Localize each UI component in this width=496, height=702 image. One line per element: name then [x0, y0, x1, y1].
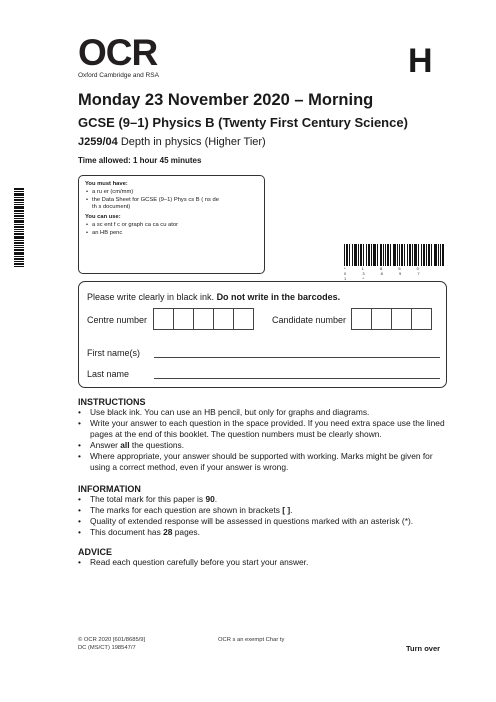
candidate-number-cell[interactable] [351, 308, 372, 330]
candidate-instruction-text: Please write clearly in black ink. [87, 292, 217, 302]
advice-item: • Read each question carefully before you start your answer. [78, 557, 448, 568]
can-use-title: You can use: [85, 214, 121, 221]
centre-number-cell[interactable] [193, 308, 214, 330]
footer-copyright: © OCR 2020 [601/8685/9] [78, 637, 146, 643]
candidate-number-input[interactable] [352, 308, 432, 330]
can-use-item: • an HB penc [92, 230, 258, 238]
ocr-logo-subtitle: Oxford Cambridge and RSA [78, 72, 159, 79]
footer-dc-code: DC (MS/CT) 198547/7 [78, 645, 136, 651]
information-item: • The total mark for this paper is 90. [78, 494, 448, 505]
last-name-label: Last name [87, 369, 130, 379]
instructions-list [78, 407, 448, 473]
time-allowed: Time allowed: 1 hour 45 minutes [78, 156, 202, 165]
ocr-logo: OCR [78, 32, 158, 73]
centre-number-cell[interactable] [233, 308, 254, 330]
barcode-digits: * 1 8 5 0 0 3 8 9 7 1 * [344, 266, 428, 281]
centre-number-label: Centre number [87, 315, 148, 325]
candidate-instruction-bold: Do not write in the barcodes. [216, 292, 341, 302]
turn-over-label: Turn over [406, 644, 441, 653]
candidate-number-cell[interactable] [371, 308, 392, 330]
centre-number-cell[interactable] [153, 308, 174, 330]
information-list [78, 494, 448, 538]
document-barcode-icon [344, 244, 444, 266]
instruction-item: • Where appropriate, your answer should be supported with working. Marks might be given for using a correct method, even if your answer is wrong. [78, 451, 448, 473]
exam-subject: GCSE (9–1) Physics B (Twenty First Century Science) [78, 115, 408, 130]
last-name-field[interactable] [154, 378, 440, 379]
must-have-item: • a ru er (cm/mm) [92, 189, 258, 197]
centre-number-cell[interactable] [213, 308, 234, 330]
centre-number-input[interactable] [154, 308, 254, 330]
side-barcode-icon [14, 188, 24, 280]
information-item: • This document has 28 pages. [78, 527, 448, 538]
instruction-item: • Use black ink. You can use an HB pencil, but only for graphs and diagrams. [78, 407, 448, 418]
must-have-item: • the Data Sheet for GCSE (9–1) Phys cs B ( ns de [92, 197, 258, 205]
candidate-number-cell[interactable] [391, 308, 412, 330]
paper-title: Depth in physics (Higher Tier) [120, 136, 266, 148]
paper-code: J259/04 [78, 136, 118, 148]
must-have-item-continued: th s document) [92, 204, 131, 211]
instruction-item: • Write your answer to each question in the space provided. If you need extra space use the lined pages at the end of this booklet. The question numbers must be clearly shown. [78, 418, 448, 440]
information-item: • Quality of extended response will be assessed in questions marked with an asterisk (*). [78, 516, 448, 527]
can-use-item: • a sc ent f c or graph ca ca cu ator [92, 222, 258, 230]
centre-number-cell[interactable] [173, 308, 194, 330]
tier-letter: H [408, 42, 433, 80]
exam-date: Monday 23 November 2020 – Morning [78, 91, 374, 109]
candidate-instruction [87, 292, 340, 302]
footer-charity: OCR s an exempt Char ty [218, 637, 285, 643]
information-heading: INFORMATION [78, 484, 141, 494]
must-have-box [78, 175, 265, 274]
information-item: • The marks for each question are shown in brackets [ ]. [78, 505, 448, 516]
must-have-title: You must have: [85, 181, 128, 187]
advice-heading: ADVICE [78, 547, 113, 557]
instructions-heading: INSTRUCTIONS [78, 397, 146, 407]
instruction-item: • Answer all the questions. [78, 440, 448, 451]
paper-code-line [78, 136, 266, 148]
advice-list [78, 557, 448, 568]
first-name-label: First name(s) [87, 348, 141, 358]
candidate-number-label: Candidate number [272, 315, 347, 325]
candidate-number-cell[interactable] [411, 308, 432, 330]
first-name-field[interactable] [154, 357, 440, 358]
